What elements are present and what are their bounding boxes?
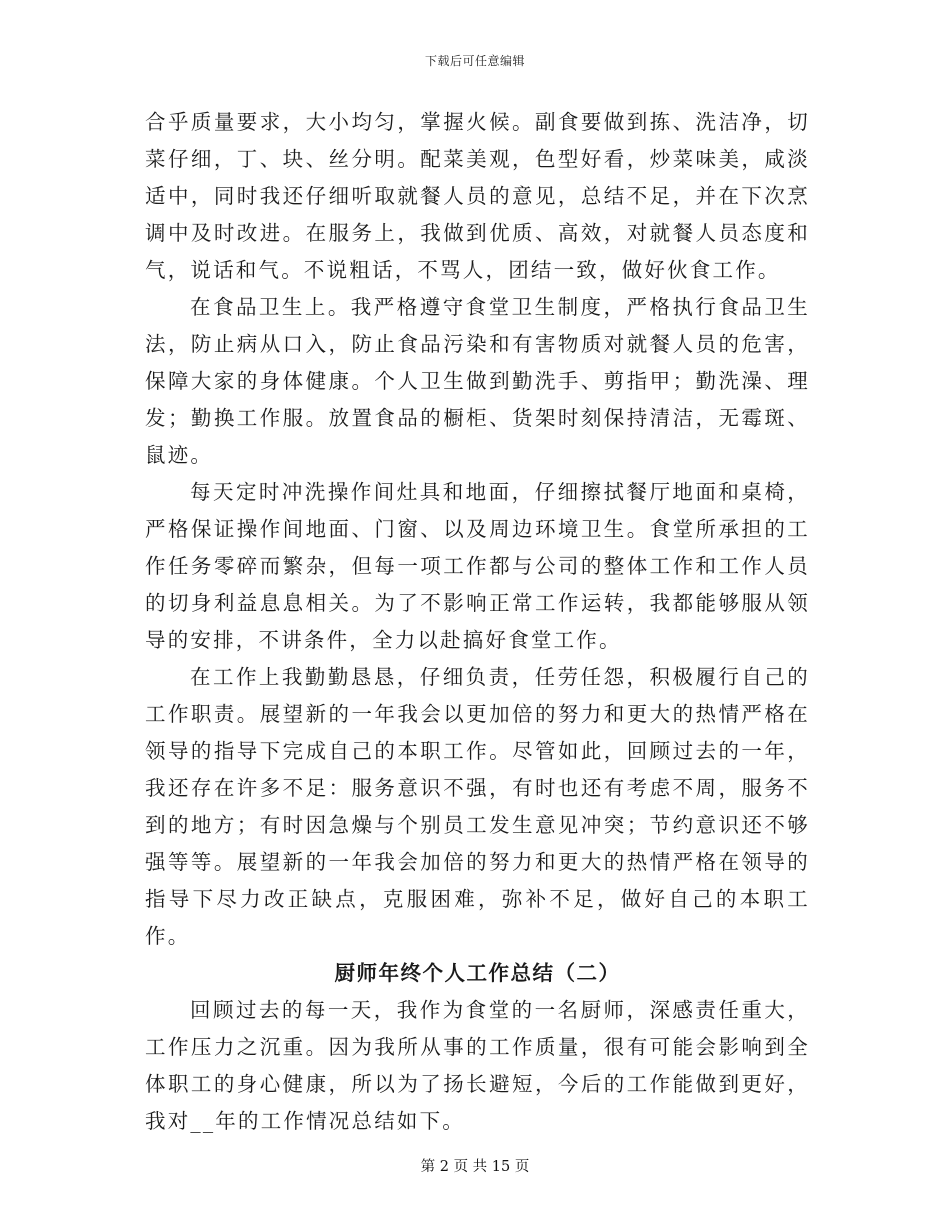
paragraph-continued: 合乎质量要求，大小均匀，掌握火候。副食要做到拣、洗洁净，切菜仔细，丁、块、丝分明。配菜美观，色型好看，炒菜味美，咸淡适中，同时我还仔细听取就餐人员的意见，总结不足，并在下次烹调中及时改进。在服务上，我做到优质、高效，对就餐人员态度和气，说话和气。不说粗话，不骂人，团结一致，做好伙食工作。 xyxy=(145,110,810,282)
paragraph-section-intro: 回顾过去的每一天，我作为食堂的一名厨师，深感责任重大，工作压力之沉重。因为我所从事的工作质量，很有可能会影响到全体职工的身心健康，所以为了扬长避短，今后的工作能做到更好，我对__年的工作情况总结如下。 xyxy=(145,998,810,1133)
paragraph-food-hygiene: 在食品卫生上。我严格遵守食堂卫生制度，严格执行食品卫生法，防止病从口入，防止食品污染和有害物质对就餐人员的危害，保障大家的身体健康。个人卫生做到勤洗手、剪指甲；勤洗澡、理发；勤换工作服。放置食品的橱柜、货架时刻保持清洁，无霉斑、鼠迹。 xyxy=(145,295,810,467)
paragraph-daily-cleaning: 每天定时冲洗操作间灶具和地面，仔细擦拭餐厅地面和桌椅，严格保证操作间地面、门窗、以及周边环境卫生。食堂所承担的工作任务零碎而繁杂，但每一项工作都与公司的整体工作和工作人员的切身利益息息相关。为了不影响正常工作运转，我都能够服从领导的安排，不讲条件，全力以赴搞好食堂工作。 xyxy=(145,480,810,652)
header-note: 下载后可任意编辑 xyxy=(424,54,525,68)
paragraph-work-attitude: 在工作上我勤勤恳恳，仔细负责，任劳任怨，积极履行自己的工作职责。展望新的一年我会以更加倍的努力和更大的热情严格在领导的指导下完成自己的本职工作。尽管如此，回顾过去的一年，我还存在许多不足：服务意识不强，有时也还有考虑不周，服务不到的地方；有时因急燥与个别员工发生意见冲突；节约意识还不够强等等。展望新的一年我会加倍的努力和更大的热情严格在领导的指导下尽力改正缺点，克服困难，弥补不足，做好自己的本职工作。 xyxy=(145,665,810,948)
page-number: 第 2 页 共 15 页 xyxy=(420,1159,530,1175)
section-title: 厨师年终个人工作总结（二） xyxy=(334,961,621,985)
document-body xyxy=(145,104,810,1140)
